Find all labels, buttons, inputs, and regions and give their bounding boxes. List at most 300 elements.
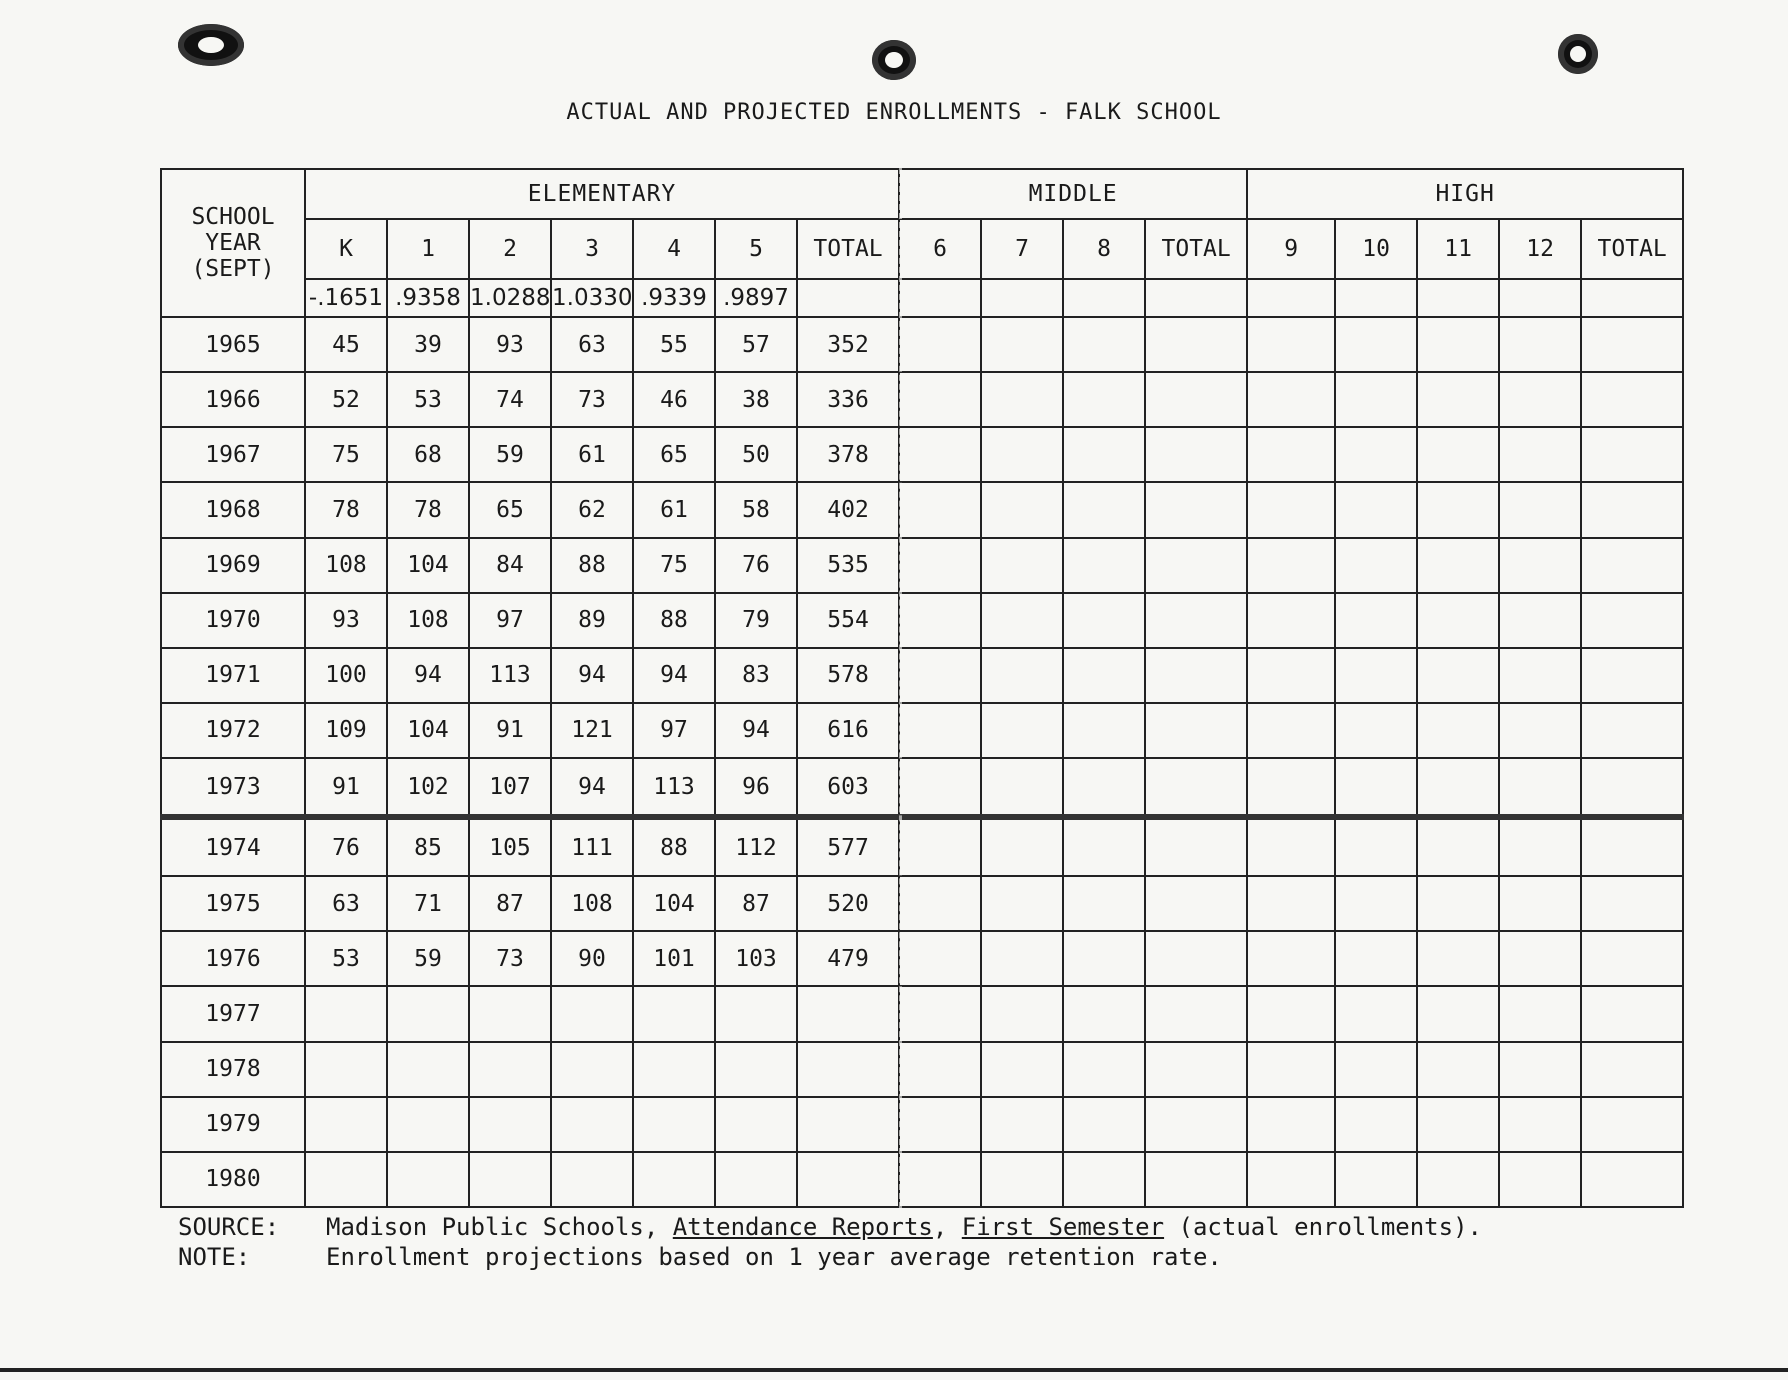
high-grade-header: 9 — [1247, 219, 1335, 279]
high-header: HIGH — [1247, 169, 1683, 219]
empty-cell — [1247, 931, 1335, 986]
enrollment-cell: 85 — [387, 817, 469, 876]
empty-cell — [1145, 931, 1247, 986]
enrollment-cell — [715, 1152, 797, 1207]
source-report-title: Attendance Reports — [672, 1213, 933, 1241]
school-year-cell: 1970 — [161, 593, 305, 648]
empty-cell — [899, 1097, 981, 1152]
empty-cell — [1145, 372, 1247, 427]
table-row — [161, 986, 1683, 1041]
elementary-total-cell: 616 — [797, 703, 899, 758]
enrollment-cell: 45 — [305, 317, 387, 372]
retention-rate-empty — [797, 279, 899, 317]
empty-cell — [1335, 593, 1417, 648]
empty-cell — [1581, 758, 1683, 817]
empty-cell — [1335, 317, 1417, 372]
empty-cell — [1247, 1042, 1335, 1097]
enrollment-cell: 111 — [551, 817, 633, 876]
enrollment-cell: 121 — [551, 703, 633, 758]
note-years: 1 — [788, 1243, 803, 1271]
retention-rate: -.1651 — [305, 279, 387, 317]
enrollment-cell: 50 — [715, 427, 797, 482]
enrollment-cell: 108 — [551, 876, 633, 931]
empty-cell — [1063, 648, 1145, 703]
empty-cell — [1247, 372, 1335, 427]
empty-cell — [1581, 986, 1683, 1041]
empty-cell — [899, 648, 981, 703]
empty-cell — [1581, 317, 1683, 372]
enrollment-cell: 78 — [387, 482, 469, 537]
note-suffix: year average retention rate. — [802, 1243, 1222, 1271]
source-separator: , — [932, 1213, 962, 1241]
enrollment-cell: 103 — [715, 931, 797, 986]
empty-cell — [1499, 703, 1581, 758]
empty-cell — [1581, 931, 1683, 986]
enrollment-cell: 100 — [305, 648, 387, 703]
empty-cell — [899, 372, 981, 427]
empty-cell — [1335, 758, 1417, 817]
enrollment-cell: 94 — [715, 703, 797, 758]
empty-cell — [899, 986, 981, 1041]
empty-cell — [981, 427, 1063, 482]
empty-cell — [1335, 648, 1417, 703]
retention-rate: .9897 — [715, 279, 797, 317]
elementary-total-cell: 479 — [797, 931, 899, 986]
enrollment-cell — [469, 986, 551, 1041]
empty-cell — [1335, 986, 1417, 1041]
enrollment-cell: 87 — [715, 876, 797, 931]
elementary-grade-header: K — [305, 219, 387, 279]
enrollment-cell: 53 — [387, 372, 469, 427]
table-row — [161, 1042, 1683, 1097]
empty-cell — [1063, 817, 1145, 876]
enrollment-cell: 65 — [633, 427, 715, 482]
table-row — [161, 703, 1683, 758]
empty-cell — [1335, 427, 1417, 482]
school-year-cell: 1974 — [161, 817, 305, 876]
enrollment-cell: 38 — [715, 372, 797, 427]
empty-cell — [981, 1097, 1063, 1152]
source-semester: First Semester — [961, 1213, 1165, 1241]
enrollment-cell — [715, 986, 797, 1041]
empty-cell — [1335, 1042, 1417, 1097]
enrollment-cell: 113 — [633, 758, 715, 817]
enrollment-cell: 104 — [633, 876, 715, 931]
empty-cell — [1063, 986, 1145, 1041]
enrollment-cell: 83 — [715, 648, 797, 703]
enrollment-cell: 55 — [633, 317, 715, 372]
table-row — [161, 593, 1683, 648]
empty-cell — [1335, 931, 1417, 986]
empty-cell — [899, 427, 981, 482]
high-grade-header: 10 — [1335, 219, 1417, 279]
enrollment-cell: 61 — [633, 482, 715, 537]
source-line — [178, 1212, 1482, 1242]
empty-cell — [1581, 817, 1683, 876]
empty-cell — [1417, 931, 1499, 986]
note-label: NOTE: — [178, 1243, 251, 1271]
enrollment-cell: 78 — [305, 482, 387, 537]
enrollment-cell: 94 — [633, 648, 715, 703]
school-year-cell: 1965 — [161, 317, 305, 372]
table-row — [161, 758, 1683, 817]
empty-cell — [981, 538, 1063, 593]
enrollment-cell: 94 — [551, 758, 633, 817]
empty-cell — [1145, 538, 1247, 593]
empty-cell — [1499, 1097, 1581, 1152]
enrollment-cell: 39 — [387, 317, 469, 372]
retention-rate-empty — [1499, 279, 1581, 317]
enrollment-cell — [387, 1152, 469, 1207]
elementary-grade-header: 3 — [551, 219, 633, 279]
empty-cell — [1145, 648, 1247, 703]
enrollment-cell: 90 — [551, 931, 633, 986]
enrollment-cell: 71 — [387, 876, 469, 931]
empty-cell — [1247, 1097, 1335, 1152]
enrollment-cell: 68 — [387, 427, 469, 482]
enrollment-cell — [551, 1097, 633, 1152]
empty-cell — [899, 931, 981, 986]
empty-cell — [1335, 1097, 1417, 1152]
elementary-grade-header: 5 — [715, 219, 797, 279]
empty-cell — [1145, 482, 1247, 537]
enrollment-cell: 46 — [633, 372, 715, 427]
empty-cell — [1247, 317, 1335, 372]
elementary-total-cell: 577 — [797, 817, 899, 876]
table-row — [161, 931, 1683, 986]
school-year-cell: 1980 — [161, 1152, 305, 1207]
school-year-cell: 1968 — [161, 482, 305, 537]
empty-cell — [1417, 593, 1499, 648]
empty-cell — [1063, 427, 1145, 482]
enrollment-cell — [551, 1152, 633, 1207]
empty-cell — [1581, 1097, 1683, 1152]
retention-rate-empty — [1063, 279, 1145, 317]
enrollment-cell: 59 — [387, 931, 469, 986]
empty-cell — [1581, 593, 1683, 648]
empty-cell — [899, 1152, 981, 1207]
enrollment-cell: 59 — [469, 427, 551, 482]
empty-cell — [1335, 372, 1417, 427]
empty-cell — [1247, 427, 1335, 482]
empty-cell — [1417, 986, 1499, 1041]
empty-cell — [1063, 538, 1145, 593]
empty-cell — [981, 648, 1063, 703]
table-row — [161, 648, 1683, 703]
empty-cell — [1335, 1152, 1417, 1207]
punch-hole-left — [178, 24, 244, 66]
enrollment-cell — [715, 1042, 797, 1097]
table-row — [161, 538, 1683, 593]
empty-cell — [1499, 593, 1581, 648]
empty-cell — [981, 758, 1063, 817]
empty-cell — [1145, 317, 1247, 372]
empty-cell — [1417, 1097, 1499, 1152]
enrollment-cell: 88 — [633, 593, 715, 648]
enrollment-cell — [305, 1042, 387, 1097]
empty-cell — [981, 817, 1063, 876]
empty-cell — [981, 1042, 1063, 1097]
empty-cell — [1417, 648, 1499, 703]
empty-cell — [1247, 817, 1335, 876]
empty-cell — [1145, 1097, 1247, 1152]
punch-hole-right — [1558, 34, 1598, 74]
elementary-total-cell — [797, 1097, 899, 1152]
school-year-cell: 1967 — [161, 427, 305, 482]
empty-cell — [899, 538, 981, 593]
empty-cell — [1417, 1042, 1499, 1097]
empty-cell — [1335, 482, 1417, 537]
enrollment-cell: 105 — [469, 817, 551, 876]
empty-cell — [1499, 648, 1581, 703]
empty-cell — [1063, 876, 1145, 931]
enrollment-cell: 76 — [305, 817, 387, 876]
enrollment-cell: 79 — [715, 593, 797, 648]
table-row — [161, 876, 1683, 931]
school-year-header: SCHOOL YEAR (SEPT) — [161, 169, 305, 317]
empty-cell — [1247, 648, 1335, 703]
table-row — [161, 372, 1683, 427]
enrollment-cell — [551, 1042, 633, 1097]
empty-cell — [1247, 593, 1335, 648]
empty-cell — [1499, 817, 1581, 876]
elementary-total-cell: 520 — [797, 876, 899, 931]
enrollment-cell: 84 — [469, 538, 551, 593]
enrollment-cell: 107 — [469, 758, 551, 817]
empty-cell — [1145, 1042, 1247, 1097]
empty-cell — [1417, 1152, 1499, 1207]
enrollment-cell: 58 — [715, 482, 797, 537]
enrollment-cell: 65 — [469, 482, 551, 537]
enrollment-cell: 61 — [551, 427, 633, 482]
retention-rate: 1.0330 — [551, 279, 633, 317]
middle-grade-header: 8 — [1063, 219, 1145, 279]
elementary-total-cell: 535 — [797, 538, 899, 593]
elementary-total-cell — [797, 1152, 899, 1207]
retention-rate: 1.0288 — [469, 279, 551, 317]
enrollment-cell — [387, 1042, 469, 1097]
empty-cell — [1499, 482, 1581, 537]
enrollment-cell: 87 — [469, 876, 551, 931]
source-text: Madison Public Schools, — [326, 1213, 673, 1241]
empty-cell — [1247, 1152, 1335, 1207]
empty-cell — [1581, 1152, 1683, 1207]
middle-header: MIDDLE — [899, 169, 1247, 219]
enrollment-cell — [387, 986, 469, 1041]
enrollment-cell — [551, 986, 633, 1041]
empty-cell — [981, 931, 1063, 986]
empty-cell — [1063, 482, 1145, 537]
school-year-cell: 1976 — [161, 931, 305, 986]
empty-cell — [1417, 317, 1499, 372]
empty-cell — [1417, 703, 1499, 758]
source-suffix: (actual enrollments). — [1164, 1213, 1482, 1241]
school-year-cell: 1975 — [161, 876, 305, 931]
enrollment-cell: 104 — [387, 703, 469, 758]
table-row — [161, 1152, 1683, 1207]
empty-cell — [1063, 372, 1145, 427]
enrollment-cell — [715, 1097, 797, 1152]
empty-cell — [1499, 538, 1581, 593]
enrollment-cell: 57 — [715, 317, 797, 372]
elementary-total-cell — [797, 1042, 899, 1097]
empty-cell — [1247, 538, 1335, 593]
empty-cell — [1581, 482, 1683, 537]
enrollment-cell — [633, 986, 715, 1041]
retention-rate: .9358 — [387, 279, 469, 317]
enrollment-cell — [387, 1097, 469, 1152]
empty-cell — [1145, 703, 1247, 758]
retention-rate-empty — [899, 279, 981, 317]
footer-notes — [178, 1212, 1482, 1272]
empty-cell — [1247, 876, 1335, 931]
empty-cell — [1063, 1042, 1145, 1097]
punch-hole-center — [872, 40, 916, 80]
empty-cell — [1063, 703, 1145, 758]
empty-cell — [1063, 1097, 1145, 1152]
elementary-total-cell: 554 — [797, 593, 899, 648]
empty-cell — [1063, 1152, 1145, 1207]
table-row — [161, 817, 1683, 876]
enrollment-cell: 63 — [551, 317, 633, 372]
empty-cell — [1145, 817, 1247, 876]
school-year-cell: 1979 — [161, 1097, 305, 1152]
enrollment-cell: 102 — [387, 758, 469, 817]
empty-cell — [1335, 817, 1417, 876]
retention-rate-empty — [1145, 279, 1247, 317]
empty-cell — [1247, 986, 1335, 1041]
enrollment-cell: 108 — [387, 593, 469, 648]
enrollment-cell: 94 — [387, 648, 469, 703]
school-year-cell: 1971 — [161, 648, 305, 703]
enrollment-cell: 76 — [715, 538, 797, 593]
enrollment-cell: 88 — [633, 817, 715, 876]
empty-cell — [1499, 427, 1581, 482]
retention-rate-empty — [1417, 279, 1499, 317]
high-grade-header: 12 — [1499, 219, 1581, 279]
empty-cell — [1499, 758, 1581, 817]
enrollment-cell: 97 — [633, 703, 715, 758]
enrollment-cell: 89 — [551, 593, 633, 648]
empty-cell — [1581, 1042, 1683, 1097]
empty-cell — [1417, 876, 1499, 931]
middle-grade-header: TOTAL — [1145, 219, 1247, 279]
empty-cell — [1145, 876, 1247, 931]
enrollment-table — [160, 168, 1684, 1208]
enrollment-cell: 75 — [305, 427, 387, 482]
enrollment-cell — [469, 1097, 551, 1152]
enrollment-cell — [469, 1042, 551, 1097]
empty-cell — [1581, 648, 1683, 703]
enrollment-cell: 94 — [551, 648, 633, 703]
middle-grade-header: 7 — [981, 219, 1063, 279]
empty-cell — [1063, 593, 1145, 648]
empty-cell — [981, 703, 1063, 758]
empty-cell — [1145, 593, 1247, 648]
empty-cell — [1581, 703, 1683, 758]
empty-cell — [1581, 427, 1683, 482]
school-year-cell: 1973 — [161, 758, 305, 817]
empty-cell — [1581, 538, 1683, 593]
enrollment-cell: 112 — [715, 817, 797, 876]
empty-cell — [981, 1152, 1063, 1207]
empty-cell — [981, 593, 1063, 648]
retention-rate-empty — [981, 279, 1063, 317]
enrollment-cell — [633, 1152, 715, 1207]
enrollment-cell: 97 — [469, 593, 551, 648]
enrollment-cell: 88 — [551, 538, 633, 593]
enrollment-cell: 53 — [305, 931, 387, 986]
elementary-grade-header: 1 — [387, 219, 469, 279]
empty-cell — [899, 817, 981, 876]
enrollment-cell: 91 — [469, 703, 551, 758]
empty-cell — [899, 593, 981, 648]
high-grade-header: TOTAL — [1581, 219, 1683, 279]
retention-rate-empty — [1335, 279, 1417, 317]
empty-cell — [1581, 372, 1683, 427]
empty-cell — [1145, 1152, 1247, 1207]
empty-cell — [1063, 317, 1145, 372]
empty-cell — [1247, 758, 1335, 817]
high-grade-header: 11 — [1417, 219, 1499, 279]
retention-rate: .9339 — [633, 279, 715, 317]
page-edge — [0, 1368, 1788, 1372]
enrollment-cell: 75 — [633, 538, 715, 593]
empty-cell — [1499, 1152, 1581, 1207]
elementary-total-cell — [797, 986, 899, 1041]
enrollment-cell — [305, 986, 387, 1041]
table-row — [161, 317, 1683, 372]
school-year-cell: 1966 — [161, 372, 305, 427]
elementary-total-cell: 336 — [797, 372, 899, 427]
enrollment-cell: 93 — [305, 593, 387, 648]
empty-cell — [1335, 703, 1417, 758]
empty-cell — [1247, 703, 1335, 758]
empty-cell — [1499, 931, 1581, 986]
empty-cell — [1417, 372, 1499, 427]
elementary-header: ELEMENTARY — [305, 169, 899, 219]
empty-cell — [899, 317, 981, 372]
note-line — [178, 1242, 1482, 1272]
empty-cell — [981, 317, 1063, 372]
elementary-total-cell: 402 — [797, 482, 899, 537]
enrollment-cell: 62 — [551, 482, 633, 537]
elementary-grade-header: TOTAL — [797, 219, 899, 279]
page-title: ACTUAL AND PROJECTED ENROLLMENTS - FALK SCHOOL — [566, 100, 1222, 125]
enrollment-cell: 73 — [551, 372, 633, 427]
empty-cell — [981, 986, 1063, 1041]
enrollment-cell: 74 — [469, 372, 551, 427]
elementary-total-cell: 352 — [797, 317, 899, 372]
empty-cell — [1417, 817, 1499, 876]
enrollment-cell: 96 — [715, 758, 797, 817]
retention-rate-empty — [1247, 279, 1335, 317]
enrollment-cell — [633, 1097, 715, 1152]
empty-cell — [1417, 427, 1499, 482]
empty-cell — [1335, 876, 1417, 931]
empty-cell — [1063, 931, 1145, 986]
enrollment-cell — [469, 1152, 551, 1207]
empty-cell — [899, 482, 981, 537]
elementary-grade-header: 4 — [633, 219, 715, 279]
source-label: SOURCE: — [178, 1213, 280, 1241]
empty-cell — [1499, 1042, 1581, 1097]
retention-rate-empty — [1581, 279, 1683, 317]
note-text: Enrollment projections based on — [326, 1243, 789, 1271]
empty-cell — [1499, 986, 1581, 1041]
table-row — [161, 427, 1683, 482]
school-year-cell: 1969 — [161, 538, 305, 593]
